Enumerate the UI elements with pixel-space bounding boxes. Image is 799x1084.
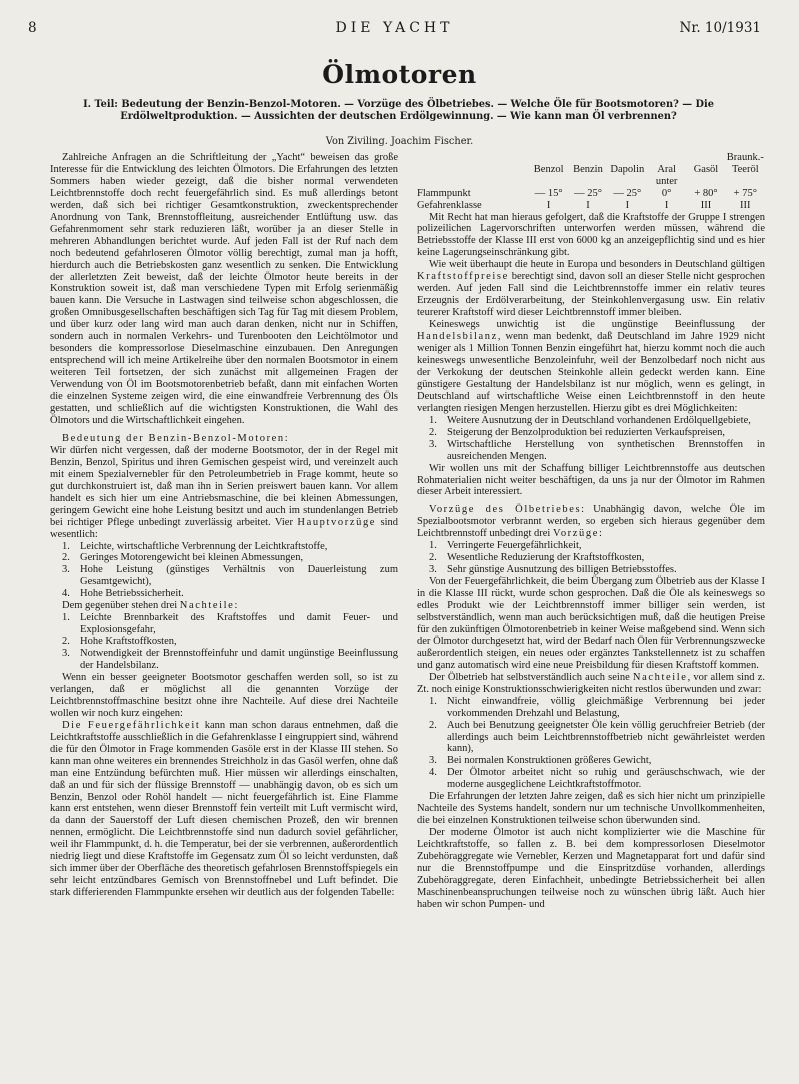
- table-cell: III: [740, 199, 751, 211]
- list-schwierigkeiten: [417, 696, 765, 792]
- paragraph-kraftstoffpreise: Wie weit überhaupt die heute in Europa und besonders in Deutschland gültigen Kraftstoffpreise berechtigt sind, davon soll an dieser Stelle nicht gesprochen werden. Auf jeden Fall sind die Leichtbrennstoffe immer ein relativ teures Erzeugnis der Erdölverarbeitung, der Steinkohlenvergasung usw. Ein relativ teurerer Kraftstoff wird dieser Leichtbrennstoff immer bleiben.: [417, 259, 765, 319]
- list-nachteile: [50, 612, 398, 672]
- page-number: 8: [28, 20, 37, 36]
- list-oel-vorzuege: [417, 540, 765, 576]
- table-cell: + 80°: [694, 187, 718, 199]
- list-item: 2. Auch bei Benutzung geeignetster Öle kein völlig geruchfreier Betrieb (der allerdings auch beim Leichtbrennstoffbetrieb nicht gewährleistet werden kann),: [429, 719, 765, 755]
- table-header-row: [417, 164, 765, 176]
- table-header-cell: Dapolin: [610, 163, 645, 175]
- article-subtitle: I. Teil: Bedeutung der Benzin-Benzol-Motoren. — Vorzüge des Ölbetriebes. — Welche Öle für Bootsmotoren? — Die Erdölweltproduktion. — Aussichten der deutschen Erdölgewinnung. — Wie kann man Öl verbrennen?: [83, 99, 714, 122]
- table-cell: I: [586, 199, 590, 211]
- paragraph-nachteile-oel: Der Ölbetrieb hat selbstverständlich auch seine Nachteile, vor allem sind z. Zt. noch einige Konstruktionsschwierigkeiten nicht restlos überwunden und zwar:: [417, 671, 765, 695]
- list-item: 1. Verringerte Feuergefährlichkeit,: [429, 540, 582, 552]
- table-cell: — 25°: [574, 187, 602, 199]
- table-top-label-row: [417, 152, 765, 164]
- table-row-label: Flammpunkt: [417, 187, 471, 199]
- table-row-label: Gefahrenklasse: [417, 199, 482, 211]
- flash-point-table: [417, 152, 765, 212]
- intro-paragraph: Zahlreiche Anfragen an die Schriftleitung der „Yacht“ beweisen das große Interesse für die Entwicklung des leichten Ölmotors. Die Erfahrungen des letzten Sommers haben wieder gezeigt, daß die bisher normal verwendeten Leichtbrennstoffe doch recht feuergefährlich sind. Es muß allerdings betont werden, daß sich bei richtiger Gesamtkonstruktion, zweckentsprechender Anordnung von Tank, Brennstoffleitung, ausreichender Entlüftung usw. das Gefahrenmoment sehr stark reduzieren läßt, worüber ja an dieser Stelle in mehreren Abhandlungen berichtet wurde. Auf jeden Fall ist der Ruf nach dem noch bedeutend gefahrloseren Ölmotor völlig berechtigt, zumal man ja hofft, hierdurch auch die Betriebskosten ganz wesentlich zu senken. Die Entwicklung der allerletzten Zeit beweist, daß der leichte Ölmotor heute bereits in der Konstruktion soweit ist, daß man verschiedene Typen mit Erfolg serienmäßig bauen kann. Die Versuche in Lastwagen sind teilweise schon abgeschlossen, die großen Omnibusgesellschaften beschäftigen sich Tag für Tag mit diesem Problem, und über kurz oder lang wird man auch daran denken, nicht nur in Schiffen, sondern auch in normalen Verkehrs- und Turenbooten den Leichtölmotor und besonders die kompressorlose Dieselmaschine einzubauen. Den Anregungen entsprechend will ich meine Artikelreihe über den normalen Bootsmotor in einem weiteren Teil fortsetzen, der sich zunächst mit allgemeinen Fragen der Verwendung von Öl im Bootsmotorenbetrieb befaßt, dann mit einfachen Worten die einzelnen Systeme zeigen wird, die eine einwandfreie Verbrennung des Öls gestatten, und schließlich auf die wichtigsten Konstruktionen, die Wahl des Ölmotors und die Wirtschaftlichkeit eingehen.: [50, 152, 398, 426]
- list-item: 3. Sehr günstige Ausnutzung des billigen Betriebsstoffes.: [429, 564, 677, 576]
- magazine-title: DIE YACHT: [335, 20, 454, 36]
- table-header-cell: Benzin: [573, 163, 603, 175]
- paragraph-preise: Von der Feuergefährlichkeit, die beim Übergang zum Ölbetrieb aus der Klasse I in die Klasse III rückt, wurde schon gesprochen. Daß die Öle als keineswegs so edles Produkt wie der Leichtbrennstoff immer billiger sein werden, ist selbstverständlich, wenn man auch berücksichtigen muß, daß die heutigen Preise für den zukünftigen Ölmotorenbetrieb in keiner Weise maßgebend sind. Wenn sich der Ölmotor durchgesetzt hat, wird der Bedarf nach Ölen für Verbrennungszwecke außerordentlich steigen, ein neues oder ergänztes Tankstellennetz ist zu schaffen und ganz automatisch wird eine neue Preisbildung für diesen Kraftstoff kommen.: [417, 576, 765, 671]
- table-cell: + 75°: [733, 187, 757, 199]
- left-column: [50, 152, 398, 1074]
- running-header: [28, 20, 761, 42]
- table-cell: I: [546, 199, 551, 211]
- paragraph-lagervorschriften: Mit Recht hat man hieraus gefolgert, daß die Kraftstoffe der Gruppe I strengen polizeilichen Lagervorschriften unterworfen werden müssen, während die Betriebsstoffe der Klasse III erst von 6000 kg an anzeigepflichtig sind und es hier keine Lagerungseinschränkung gibt.: [417, 211, 765, 259]
- list-vorzuege: [50, 541, 398, 601]
- paragraph-vorzuege-oelbetrieb: Vorzüge des Ölbetriebes: Unabhängig davon, welche Öle im Spezialbootsmotor verbrannt werden, so ergeben sich hieraus gegenüber dem Leichtbrennstoff unbedingt drei Vorzüge:: [417, 504, 765, 540]
- table-row: [417, 200, 765, 212]
- paragraph-feuergefaehrlichkeit: Die Feuergefährlichkeit kann man schon daraus entnehmen, daß die Leichtkraftstoffe ausschließlich in die Gefahrenklasse I eingruppiert sind, während die für den Ölmotor in Frage kommenden Gasöle erst in der Klasse III stehen. So kann man ohne weiteres ein brennendes Streichholz in das Gasöl werfen, ohne daß man eine Entzündung befürchten muß. Hier müssen wir allerdings einschalten, daß an und für sich der flüssige Brennstoff — unabhängig davon, ob es sich um Benzin, Benzol oder Rohöl handelt — nicht feuergefährlich ist. Eine Flamme kann erst entstehen, wenn dieser Brennstoff fein verteilt mit Luft vermischt wird, da dann der Sauerstoff der Luft diesen chemischen Prozeß, den wir brennen nennen, ermöglicht. Die Leichtbrennstoffe sind nun dadurch soviel gefährlicher, weil ihr Flammpunkt, d. h. die Temperatur, bei der sie verbrennen, außerordentlich niedrig liegt und diese Kraftstoffe im Gegensatz zum Öl so leicht verdunsten, daß sich immer über der Oberfläche des theoretisch gefahrlosen Brennstoffspiegels ein sehr leicht entzündbares Gemisch von Brennstoffnebel und Luft befindet. Die stark differierenden Flammpunkte ersehen wir deutlich aus der folgenden Tabelle:: [50, 719, 398, 899]
- list-item: 4. Der Ölmotor arbeitet nicht so ruhig und geräuschschwach, wie der moderne ausgeglichene Leichtkraftstoffmotor.: [429, 767, 765, 791]
- paragraph-handelsbilanz: Keineswegs unwichtig ist die ungünstige Beeinflussung der Handelsbilanz, wenn man bedenkt, daß Deutschland im Jahre 1929 nicht weniger als 1 Million Tonnen Benzin eingeführt hat, hierzu kommt noch die auch keineswegs unwesentliche Benzoleinfuhr, weil der Benzolbedarf noch nicht aus der Verkokung der deutschen Steinkohle allein gedeckt werden kann. Eine günstigere Gestaltung der Handelsbilanz ist nur möglich, wenn es gelingt, in Deutschland auf wirtschaftliche Weise einen Leichtbrennstoff in den heute verlangten riesigen Mengen herzustellen. Hierzu gibt es drei Möglichkeiten:: [417, 319, 765, 414]
- table-unter-row: [417, 176, 765, 188]
- table-cell: I: [664, 199, 669, 211]
- list-item: 3. Bei normalen Konstruktionen größeres Gewicht,: [429, 755, 652, 767]
- table-cell: — 15°: [534, 187, 563, 199]
- table-cell: 0°: [661, 187, 672, 199]
- list-item: 1. Leichte Brennbarkeit des Kraftstoffes und damit Feuer- und Explosionsgefahr,: [62, 612, 398, 636]
- list-item: 3. Hohe Leistung (günstiges Verhältnis von Dauerleistung zum Gesamtgewicht),: [62, 564, 398, 588]
- table-cell: III: [700, 199, 712, 211]
- table-header-cell: Teeröl: [731, 163, 759, 175]
- list-item: 3. Wirtschaftliche Herstellung von synthetischen Brennstoffen in ausreichenden Mengen.: [429, 438, 765, 462]
- list-item: 3. Notwendigkeit der Brennstoffeinfuhr und damit ungünstige Beeinflussung der Handelsbilanz.: [62, 648, 398, 672]
- paragraph-erfahrungen: Die Erfahrungen der letzten Jahre zeigen, daß es sich hier nicht um prinzipielle Nachteile des Systems handelt, sondern nur um technische Unvollkommenheiten, die bei einzelnen Konstruktionen teilweise schon überwunden sind.: [417, 791, 765, 827]
- table-header-cell: Gasöl: [693, 163, 719, 175]
- list-item: 1. Weitere Ausnutzung der in Deutschland vorhandenen Erdölquellgebiete,: [429, 414, 751, 426]
- table-cell: I: [625, 199, 630, 211]
- table-unter-label: unter: [655, 175, 678, 187]
- issue-number: Nr. 10/1931: [679, 20, 761, 36]
- list-item: 2. Hohe Kraftstoffkosten,: [62, 636, 177, 648]
- article-title: Ölmotoren: [322, 60, 477, 89]
- list-item: 2. Wesentliche Reduzierung der Kraftstoffkosten,: [429, 552, 645, 564]
- list-item: 1. Nicht einwandfreie, völlig gleichmäßige Verbrennung bei jeder vorkommenden Drehzahl und Belastung,: [429, 695, 765, 719]
- paragraph-besserer-motor: Wenn ein besser geeigneter Bootsmotor geschaffen werden soll, so ist zu verlangen, daß er möglichst all die genannten Vorzüge der Leichtbrennstoffmaschine besitzt ohne ihre Nachteile. Auf diese drei Nachteile wollen wir noch kurz eingehen:: [50, 671, 398, 719]
- list-moeglichkeiten: [417, 415, 765, 463]
- table-header-cell: Aral: [657, 163, 676, 175]
- table-row: [417, 188, 765, 200]
- article-byline: Von Ziviling. Joachim Fischer.: [325, 136, 474, 147]
- paragraph-moderner-oelmotor: Der moderne Ölmotor ist auch nicht komplizierter wie die Maschine für Leichtkraftstoffe, so fallen z. B. bei dem kompressorlosen Dieselmotor Zubehöraggregate wie Vernebler, Kerzen und Magnetapparat fort und dafür sind nur die Brennstoffpumpe und die Einspritzdüse vorhanden, allerdings Zubehöraggregate, deren Einfachheit, unbedingte Betriebssicherheit bei allen Maschinenbeanspruchungen teilweise noch zu wünschen übrig läßt. Auch hier haben wir schon Pumpen- und: [417, 827, 765, 910]
- table-header-cell: Benzol: [533, 163, 564, 175]
- list-item: 1. Leichte, wirtschaftliche Verbrennung der Leichtkraftstoffe,: [62, 540, 328, 552]
- section-heading: Bedeutung der Benzin-Benzol-Motoren:: [62, 432, 290, 444]
- paragraph-benzin-motor: Wir dürfen nicht vergessen, daß der moderne Bootsmotor, der in der Regel mit Benzin, Benzol, Spiritus und ihren Gemischen gespeist wird, und vereinzelt auch mit einem Spezialvernebler für den Petroleumbetrieb in Frage kommt, heute so gut durchkonstruiert ist, daß man ihn in Serien preiswert bauen kann. Vor allem handelt es sich hier um eine Antriebsmaschine, die bei kleinen Abmessungen, geringem Gewicht eine hohe Leistung besitzt und auch im stundenlangen Betrieb bei richtiger Pflege unbedingt zuverlässig arbeitet. Vier Hauptvorzüge sind wesentlich:: [50, 444, 398, 540]
- list-item: 4. Hohe Betriebssicherheit.: [62, 588, 184, 600]
- list-item: 2. Steigerung der Benzolproduktion bei reduzierten Verkaufspreisen,: [429, 426, 725, 438]
- table-top-label: Braunk.-: [726, 152, 764, 163]
- table-cell: — 25°: [613, 187, 642, 199]
- right-column: [417, 152, 765, 1074]
- paragraph-synthetische-brennstoffe: Wir wollen uns mit der Schaffung billiger Leichtbrennstoffe aus deutschen Rohmaterialien nicht weiter beschäftigen, da uns ja nur der Ölmotor im Rahmen dieser Arbeit interessiert.: [417, 462, 765, 498]
- list-item: 2. Geringes Motorengewicht bei kleinen Abmessungen,: [62, 552, 304, 564]
- paragraph-nachteile-intro: Dem gegenüber stehen drei Nachteile:: [62, 600, 238, 612]
